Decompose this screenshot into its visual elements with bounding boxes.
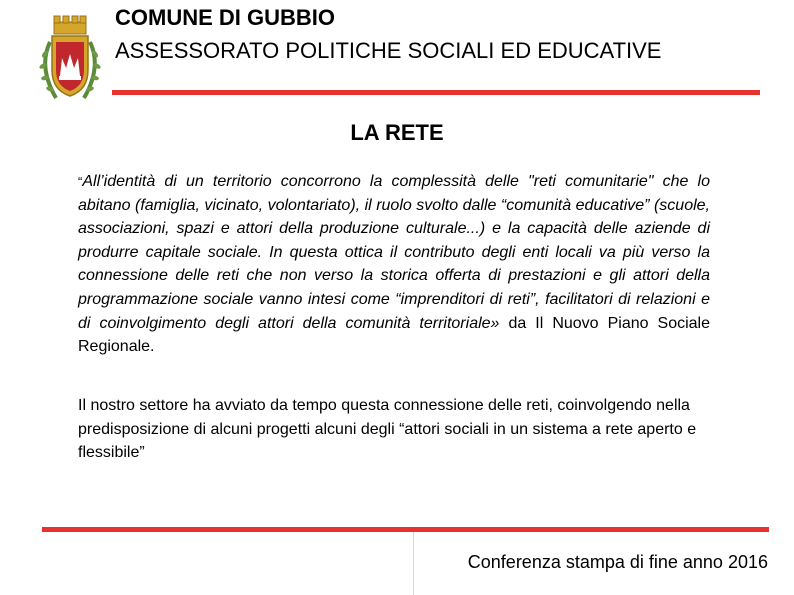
quote-text: All’identità di un territorio concorrono la complessità delle "reti comunitarie" che lo abitano (famiglia, vicinato, volontariato), il ruolo svolto dalle “comunità educative” (scuole, associazioni, spazi e attori della produzione culturale...) e la capacità delle aziende di produrre capitale sociale. In questa ottica il contributo degli enti locali va più verso la connessione delle reti che non verso la storica offerta di prestazioni e gli attori della programmazione sociale vanno intesi come “imprenditori di reti”, facilitatori di relazioni e di coinvolgimento degli attori della comunità territoriale» — [78, 173, 710, 332]
quote-paragraph — [78, 170, 710, 359]
organization-name: COMUNE DI GUBBIO — [115, 5, 335, 30]
footer-caption: Conferenza stampa di fine anno 2016 — [467, 552, 768, 572]
header-divider — [112, 90, 760, 95]
body-paragraph: Il nostro settore ha avviato da tempo questa connessione delle reti, coinvolgendo nella predisposizione di alcuni progetti alcuni degli “attori sociali in un sistema a rete aperto e flessibile” — [78, 397, 697, 462]
footer-separator — [413, 532, 414, 595]
coat-of-arms-icon — [36, 12, 104, 104]
open-quote: “ — [78, 174, 83, 189]
footer-divider — [42, 527, 769, 532]
department-name: ASSESSORATO POLITICHE SOCIALI ED EDUCATIVE — [115, 38, 662, 63]
quote-source: da Il Nuovo Piano Sociale Regionale. — [78, 314, 711, 356]
page-title: LA RETE — [350, 120, 444, 145]
